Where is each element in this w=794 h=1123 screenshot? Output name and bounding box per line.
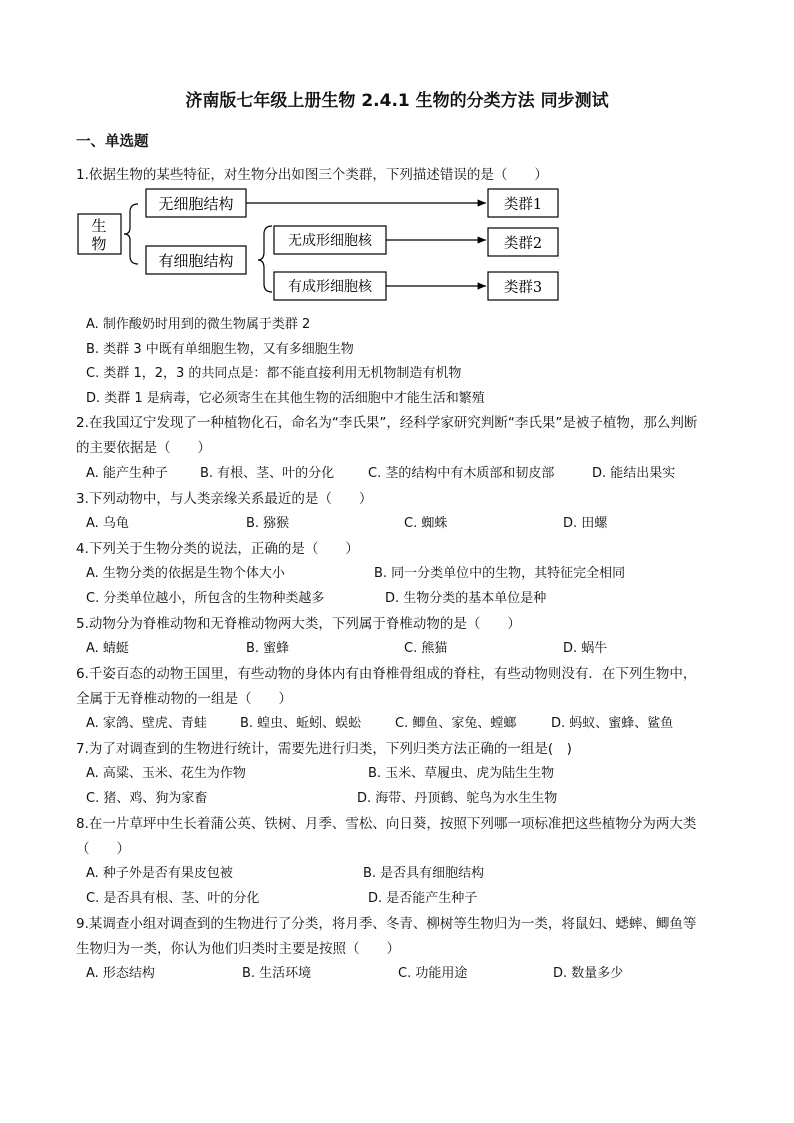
question-7-stem: 7.为了对调查到的生物进行统计，需要先进行归类，下列归类方法正确的一组是( ) bbox=[76, 741, 572, 757]
group1-label: 类群1 bbox=[503, 197, 543, 213]
question-1-stem: 1.依据生物的某些特征，对生物分出如图三个类群，下列描述错误的是（ ） bbox=[76, 167, 548, 183]
group3-label: 类群3 bbox=[503, 280, 543, 296]
q3-option-b: B. 猕猴 bbox=[246, 516, 290, 531]
q4-option-d: D. 生物分类的基本单位是种 bbox=[385, 591, 547, 606]
q4-option-a: A. 生物分类的依据是生物个体大小 bbox=[86, 566, 285, 581]
q5-option-d: D. 蜗牛 bbox=[563, 641, 608, 656]
question-6-stem-line1: 6.千姿百态的动物王国里，有些动物的身体内有由脊椎骨组成的脊柱，有些动物则没有．在下列生物中， bbox=[76, 666, 697, 682]
has-cell-label: 有细胞结构 bbox=[158, 252, 234, 270]
q3-option-a: A. 乌龟 bbox=[86, 516, 129, 531]
section-heading: 一、单选题 bbox=[76, 134, 149, 150]
q2-option-c: C. 茎的结构中有木质部和韧皮部 bbox=[368, 466, 555, 481]
classification-diagram bbox=[76, 184, 566, 304]
q8-option-a: A. 种子外是否有果皮包被 bbox=[86, 866, 233, 881]
group2-label: 类群2 bbox=[503, 236, 543, 252]
q7-option-b: B. 玉米、草履虫、虎为陆生生物 bbox=[368, 766, 555, 781]
q8-option-d: D. 是否能产生种子 bbox=[368, 891, 478, 906]
q1-option-d: D. 类群 1 是病毒，它必须寄生在其他生物的活细胞中才能生活和繁殖 bbox=[86, 391, 485, 406]
q1-option-a: A. 制作酸奶时用到的微生物属于类群 2 bbox=[86, 317, 311, 332]
no-cell-label: 无细胞结构 bbox=[158, 195, 234, 213]
root-label-2: 物 bbox=[91, 235, 107, 253]
has-nucleus-label: 有成形细胞核 bbox=[288, 279, 372, 295]
q6-option-b: B. 蝗虫、蚯蚓、蜈蚣 bbox=[240, 716, 362, 731]
q1-option-c: C. 类群 1，2，3 的共同点是：都不能直接利用无机物制造有机物 bbox=[86, 366, 462, 381]
root-label-1: 生 bbox=[91, 217, 107, 235]
q7-option-c: C. 猪、鸡、狗为家畜 bbox=[86, 791, 208, 806]
q6-option-a: A. 家鸽、壁虎、青蛙 bbox=[86, 716, 207, 731]
question-2-stem-line2: 的主要依据是（ ） bbox=[76, 440, 211, 456]
q4-option-b: B. 同一分类单位中的生物，其特征完全相同 bbox=[374, 566, 626, 581]
q2-option-a: A. 能产生种子 bbox=[86, 466, 168, 481]
q7-option-a: A. 高粱、玉米、花生为作物 bbox=[86, 766, 246, 781]
q5-option-a: A. 蜻蜓 bbox=[86, 641, 129, 656]
q1-option-b: B. 类群 3 中既有单细胞生物，又有多细胞生物 bbox=[86, 342, 354, 357]
question-2-stem-line1: 2.在我国辽宁发现了一种植物化石，命名为“李氏果”，经科学家研究判断“李氏果”是被子植物，那么判断 bbox=[76, 415, 698, 431]
brace-1 bbox=[124, 204, 138, 264]
q5-option-b: B. 蜜蜂 bbox=[246, 641, 290, 656]
question-4-stem: 4.下列关于生物分类的说法，正确的是（ ） bbox=[76, 541, 359, 557]
q7-option-d: D. 海带、丹顶鹤、鸵鸟为水生生物 bbox=[357, 791, 558, 806]
q9-option-c: C. 功能用途 bbox=[398, 966, 468, 981]
q8-option-c: C. 是否具有根、茎、叶的分化 bbox=[86, 891, 260, 906]
q3-option-c: C. 蜘蛛 bbox=[404, 516, 448, 531]
q2-option-b: B. 有根、茎、叶的分化 bbox=[200, 466, 335, 481]
no-nucleus-label: 无成形细胞核 bbox=[288, 233, 372, 249]
question-8-stem-line1: 8.在一片草坪中生长着蒲公英、铁树、月季、雪松、向日葵，按照下列哪一项标准把这些植物分为两大类 bbox=[76, 816, 697, 832]
question-6-stem-line2: 全属于无脊椎动物的一组是（ ） bbox=[76, 691, 292, 707]
q5-option-c: C. 熊猫 bbox=[404, 641, 448, 656]
q6-option-c: C. 鲫鱼、家兔、螳螂 bbox=[395, 716, 517, 731]
q4-option-c: C. 分类单位越小，所包含的生物种类越多 bbox=[86, 591, 325, 606]
q8-option-b: B. 是否具有细胞结构 bbox=[363, 866, 485, 881]
q3-option-d: D. 田螺 bbox=[563, 516, 608, 531]
q9-option-a: A. 形态结构 bbox=[86, 966, 155, 981]
q9-option-d: D. 数量多少 bbox=[553, 966, 624, 981]
q2-option-d: D. 能结出果实 bbox=[592, 466, 676, 481]
question-8-stem-line2: （ ） bbox=[76, 841, 130, 857]
q6-option-d: D. 蚂蚁、蜜蜂、鲨鱼 bbox=[551, 716, 674, 731]
q9-option-b: B. 生活环境 bbox=[242, 966, 312, 981]
question-3-stem: 3.下列动物中，与人类亲缘关系最近的是（ ） bbox=[76, 491, 373, 507]
question-5-stem: 5.动物分为脊椎动物和无脊椎动物两大类，下列属于脊椎动物的是（ ） bbox=[76, 616, 521, 632]
question-9-stem-line1: 9.某调查小组对调查到的生物进行了分类，将月季、冬青、柳树等生物归为一类，将鼠妇、蟋蟀、鲫鱼等 bbox=[76, 916, 697, 932]
page-title: 济南版七年级上册生物 2.4.1 生物的分类方法 同步测试 bbox=[185, 91, 609, 111]
question-9-stem-line2: 生物归为一类，你认为他们归类时主要是按照（ ） bbox=[76, 941, 400, 957]
brace-2 bbox=[258, 226, 272, 292]
